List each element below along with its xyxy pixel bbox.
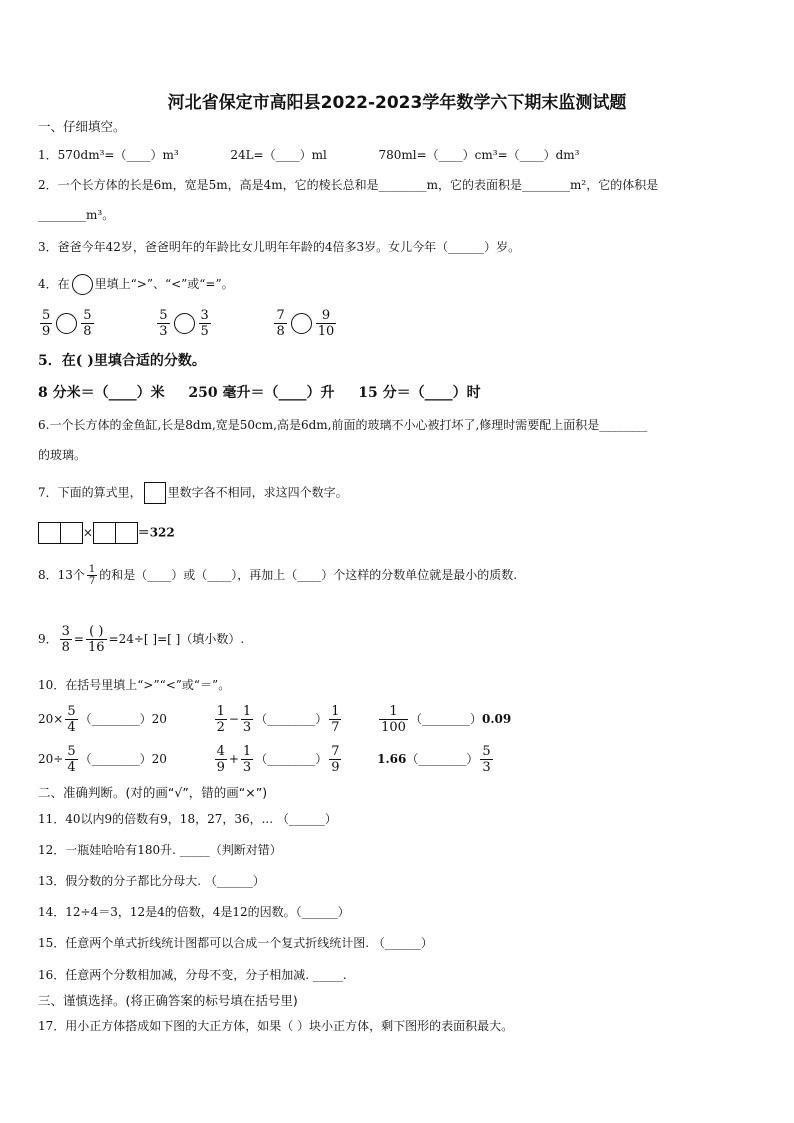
page-title: 河北省保定市高阳县2022-2023学年数学六下期末监测试题 bbox=[167, 93, 627, 113]
denominator: 8 bbox=[83, 324, 92, 339]
denominator: 8 bbox=[276, 324, 285, 339]
question-17: 17．用小正方体搭成如下图的大正方体，如果（ ）块小正方体，剩下图形的表面积最大。 bbox=[38, 1019, 514, 1033]
expression-text: 0.09 bbox=[481, 712, 512, 726]
compare-circle[interactable] bbox=[291, 313, 312, 334]
denominator: 3 bbox=[159, 324, 168, 339]
numerator: 5 bbox=[42, 308, 51, 323]
fraction bbox=[86, 624, 107, 655]
denominator: 9 bbox=[216, 760, 225, 775]
compare-circle[interactable] bbox=[174, 313, 195, 334]
question-10: 10．在括号里填上“>”“<”或“＝”。 bbox=[38, 678, 231, 692]
question-13: 13．假分数的分子都比分母大. （______） bbox=[38, 874, 265, 888]
numerator: 5 bbox=[67, 744, 76, 759]
numerator: 1 bbox=[331, 704, 340, 719]
question-6-line-1: 6.一个长方体的金鱼缸,长是8dm,宽是50cm,高是6dm,前面的玻璃不小心被打坏了,修理时需要配上面积是________ bbox=[38, 418, 648, 432]
q4-suffix: 里填上“>”、“<”或“=”。 bbox=[94, 277, 234, 291]
q4-comparisons bbox=[38, 308, 338, 339]
numerator: 3 bbox=[200, 308, 209, 323]
q10-row-1 bbox=[38, 704, 511, 735]
q7-prefix: 7．下面的算式里， bbox=[38, 485, 142, 500]
question-5-parts bbox=[38, 384, 481, 402]
fraction bbox=[65, 744, 77, 775]
expression-text: 20 bbox=[151, 752, 167, 766]
expression-text: 20÷ bbox=[38, 752, 64, 766]
q5-part-c: 15 分＝（____）时 bbox=[358, 385, 481, 401]
digit-boxes-left[interactable] bbox=[38, 522, 83, 544]
question-7 bbox=[38, 482, 348, 504]
question-1 bbox=[38, 146, 580, 164]
expression-text: 1.66 bbox=[377, 752, 407, 766]
fraction bbox=[329, 704, 341, 735]
circle-symbol bbox=[72, 274, 93, 295]
expression-text: 20 bbox=[151, 712, 167, 726]
q10-1a bbox=[38, 704, 167, 735]
expression-text: （________） bbox=[255, 752, 328, 766]
q9-prefix: 9． bbox=[38, 632, 58, 646]
section-2-heading: 二、准确判断。(对的画“√”，错的画“×”) bbox=[38, 785, 268, 800]
q1-part-b: 24L=（____）ml bbox=[230, 148, 327, 162]
question-8 bbox=[38, 564, 517, 587]
q1-part-c: 780ml=（____）cm³=（____）dm³ bbox=[378, 148, 580, 162]
q10-2a bbox=[38, 744, 167, 775]
times-sign: × bbox=[82, 525, 93, 540]
expression-text: + bbox=[228, 752, 239, 766]
q4-prefix: 4．在 bbox=[38, 277, 70, 291]
numerator: 5 bbox=[482, 744, 491, 759]
q10-2b bbox=[213, 744, 344, 775]
numerator: 3 bbox=[61, 624, 70, 639]
fraction bbox=[379, 704, 408, 735]
question-15: 15．任意两个单式折线统计图都可以合成一个复式折线统计图. （______） bbox=[38, 936, 433, 950]
denominator: 3 bbox=[242, 760, 252, 775]
expression-text: − bbox=[228, 712, 239, 726]
denominator: 5 bbox=[200, 324, 209, 339]
denominator: 4 bbox=[67, 760, 76, 775]
expression-text: （________） bbox=[406, 752, 479, 766]
section-3-heading: 三、谨慎选择。(将正确答案的标号填在括号里) bbox=[38, 993, 298, 1008]
fraction bbox=[215, 704, 227, 735]
q1-part-a: 1．570dm³=（____）m³ bbox=[38, 148, 179, 162]
q7-equation bbox=[38, 522, 175, 544]
q9-suffix: =24÷[ ]=[ ]（填小数）. bbox=[108, 632, 245, 646]
fraction bbox=[241, 744, 253, 775]
question-12: 12．一瓶娃哈哈有180升. _____（判断对错） bbox=[38, 843, 282, 857]
q7-suffix: 里数字各不相同，求这四个数字。 bbox=[167, 485, 348, 500]
fraction bbox=[215, 744, 227, 775]
denominator: 7 bbox=[331, 720, 340, 735]
question-14: 14．12÷4＝3，12是4的倍数，4是12的因数。（______） bbox=[38, 905, 350, 919]
question-6-line-2: 的玻璃。 bbox=[38, 448, 87, 462]
digit-box[interactable] bbox=[38, 522, 61, 544]
fraction bbox=[81, 308, 93, 339]
q10-row-2 bbox=[38, 744, 495, 775]
digit-boxes-right[interactable] bbox=[93, 522, 138, 544]
question-3: 3．爸爸今年42岁，爸爸明年的年龄比女儿明年年龄的4倍多3岁。女儿今年（______）岁。 bbox=[38, 240, 521, 254]
q7-result: ＝322 bbox=[137, 525, 175, 540]
digit-box[interactable] bbox=[60, 522, 83, 544]
denominator: 4 bbox=[67, 720, 76, 735]
question-2-line-2: ________m³。 bbox=[38, 208, 115, 222]
q4-pair-3 bbox=[272, 308, 338, 339]
numerator: 5 bbox=[83, 308, 92, 323]
fraction bbox=[274, 308, 286, 339]
numerator: 7 bbox=[331, 744, 340, 759]
denominator: 9 bbox=[42, 324, 51, 339]
denominator: 3 bbox=[482, 760, 491, 775]
numerator: 9 bbox=[316, 308, 337, 324]
numerator: ( ) bbox=[86, 624, 107, 640]
question-9 bbox=[38, 624, 244, 655]
fraction bbox=[40, 308, 52, 339]
numerator: 1 bbox=[242, 744, 252, 759]
q4-pair-2 bbox=[155, 308, 213, 339]
denominator: 2 bbox=[216, 720, 225, 735]
denominator: 100 bbox=[381, 720, 406, 735]
question-2-line-1: 2．一个长方体的长是6m，宽是5m，高是4m，它的棱长总和是________m，它的表面积是________m²，它的体积是 bbox=[38, 178, 659, 192]
numerator: 4 bbox=[216, 744, 225, 759]
question-5: 5．在( )里填合适的分数。 bbox=[38, 353, 206, 369]
expression-text: （________） bbox=[255, 712, 328, 726]
fraction bbox=[316, 308, 337, 339]
q10-1b bbox=[213, 704, 344, 735]
digit-box[interactable] bbox=[115, 522, 138, 544]
question-16: 16．任意两个分数相加减，分母不变，分子相加减. _____. bbox=[38, 968, 347, 982]
expression-text: （________） bbox=[409, 712, 482, 726]
fraction bbox=[65, 704, 77, 735]
q5-part-b: 250 毫升＝（____）升 bbox=[188, 385, 335, 401]
numerator: 1 bbox=[88, 564, 96, 575]
fraction bbox=[157, 308, 169, 339]
numerator: 1 bbox=[216, 704, 225, 719]
q8-prefix: 8．13个 bbox=[38, 568, 85, 582]
question-4 bbox=[38, 274, 234, 295]
numerator: 5 bbox=[159, 308, 168, 323]
q10-2c bbox=[377, 744, 495, 775]
fraction bbox=[480, 744, 492, 775]
fraction bbox=[60, 624, 72, 655]
expression-text: （________） bbox=[79, 712, 152, 726]
numerator: 1 bbox=[379, 704, 408, 720]
numerator: 7 bbox=[276, 308, 285, 323]
q4-pair-1 bbox=[38, 308, 96, 339]
denominator: 9 bbox=[331, 760, 340, 775]
denominator: 3 bbox=[242, 720, 252, 735]
digit-box[interactable] bbox=[93, 522, 116, 544]
q5-part-a: 8 分米＝（____）米 bbox=[38, 385, 165, 401]
numerator: 1 bbox=[242, 704, 252, 719]
denominator: 10 bbox=[317, 324, 335, 339]
fraction bbox=[329, 744, 341, 775]
fraction bbox=[199, 308, 211, 339]
equals-sign: = bbox=[73, 632, 84, 646]
question-11: 11．40以内9的倍数有9，18，27，36，... （______） bbox=[38, 812, 337, 826]
expression-text: （________） bbox=[79, 752, 152, 766]
q10-1c bbox=[377, 704, 511, 735]
q8-suffix: 的和是（____）或（____），再加上（____）个这样的分数单位就是最小的质数. bbox=[99, 568, 518, 582]
square-symbol bbox=[144, 482, 166, 504]
denominator: 7 bbox=[88, 576, 96, 587]
numerator: 5 bbox=[67, 704, 76, 719]
fraction bbox=[241, 704, 253, 735]
compare-circle[interactable] bbox=[56, 313, 77, 334]
expression-text: 20× bbox=[38, 712, 64, 726]
fraction bbox=[87, 564, 97, 587]
denominator: 8 bbox=[61, 640, 70, 655]
denominator: 16 bbox=[87, 640, 105, 655]
section-1-heading: 一、仔细填空。 bbox=[38, 119, 126, 134]
